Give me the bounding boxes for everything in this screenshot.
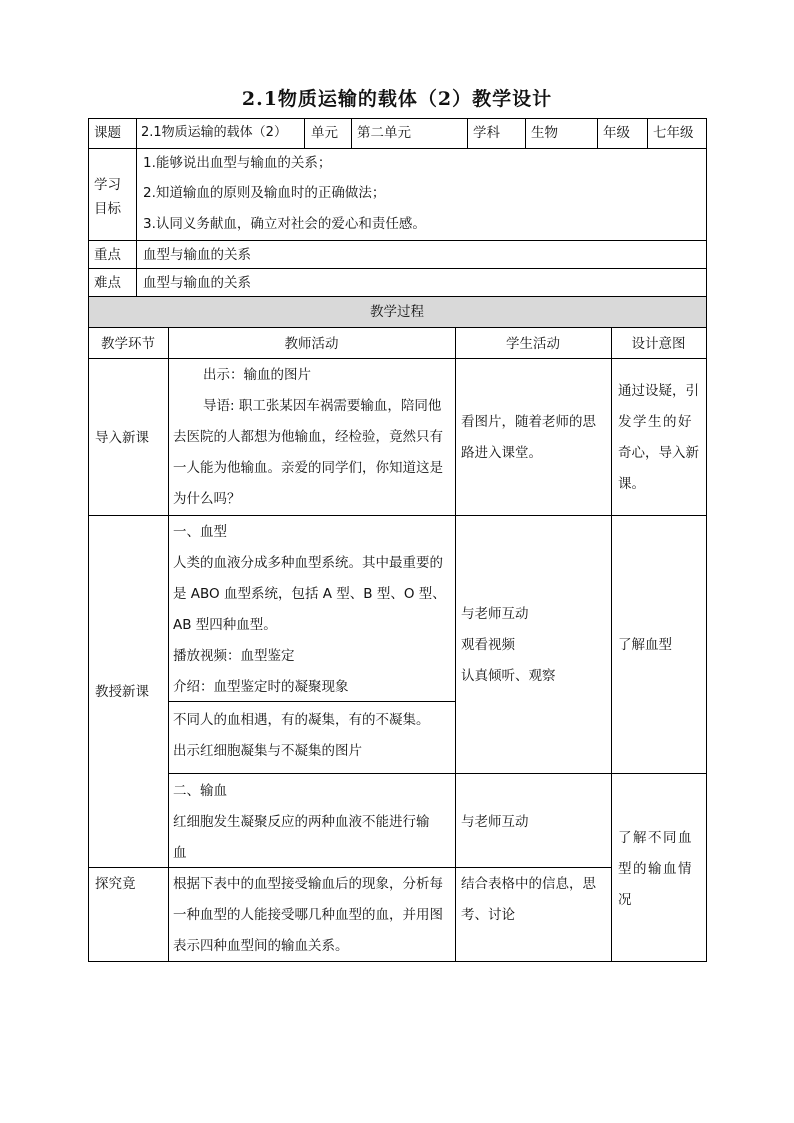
table-border <box>597 118 598 148</box>
goal-item: 2.知道输血的原则及输血时的正确做法； <box>143 185 386 201</box>
table-border <box>88 296 706 297</box>
goal-item: 1.能够说出血型与输血的关系； <box>143 155 332 171</box>
teach-section1-line: 播放视频：血型鉴定 <box>173 648 295 664</box>
teach-section1-line: 介绍：血型鉴定时的凝聚现象 <box>173 679 349 695</box>
table-border <box>455 327 456 962</box>
course-label: 课题 <box>94 125 121 141</box>
subject-value: 生物 <box>531 125 558 141</box>
teach-purpose: 了解血型 <box>618 637 672 653</box>
column-header: 学生活动 <box>506 336 560 352</box>
column-header: 教学环节 <box>101 336 155 352</box>
table-border <box>88 268 706 269</box>
intro-stage: 导入新课 <box>95 430 149 446</box>
table-border <box>304 118 305 148</box>
intro-purpose: 通过设疑，引 <box>618 383 699 399</box>
goals-label-1: 学习 <box>94 177 121 193</box>
teach-stage: 教授新课 <box>95 684 149 700</box>
explore-teacher: 根据下表中的血型接受输血后的现象，分析每 <box>173 876 443 892</box>
unit-value: 第二单元 <box>357 125 411 141</box>
table-border <box>88 118 706 119</box>
explore-student: 结合表格中的信息，思 <box>461 876 596 892</box>
intro-purpose: 发学生的好 <box>618 414 693 430</box>
table-border <box>467 118 468 148</box>
teach-student: 认真倾听、观察 <box>461 668 556 684</box>
teach-section1-line: 是 ABO 血型系统，包括 A 型、B 型、O 型、 <box>173 586 446 602</box>
table-border <box>88 358 706 359</box>
key-point-value: 血型与输血的关系 <box>143 247 251 263</box>
table-border <box>168 327 169 962</box>
explore-stage: 探究竟 <box>95 876 136 892</box>
subject-label: 学科 <box>473 125 500 141</box>
table-border <box>168 701 455 702</box>
table-border <box>706 118 707 962</box>
table-border <box>611 327 612 962</box>
column-header: 教师活动 <box>284 336 339 352</box>
key-point-label: 重点 <box>94 247 121 263</box>
intro-purpose: 课。 <box>618 476 645 492</box>
grade-value: 七年级 <box>653 125 694 141</box>
table-border <box>88 240 706 241</box>
teach-section2-line: 红细胞发生凝聚反应的两种血液不能进行输 <box>173 814 430 830</box>
intro-teacher-show: 出示：输血的图片 <box>203 367 311 383</box>
teach-section2-line: 血 <box>173 845 187 861</box>
table-border <box>88 327 706 328</box>
table-border <box>351 118 352 148</box>
teach-purpose-2: 况 <box>618 892 632 908</box>
intro-student: 路进入课堂。 <box>461 445 542 461</box>
table-border <box>88 515 706 516</box>
table-border <box>647 118 648 148</box>
teach-section1-title: 一、血型 <box>173 524 227 540</box>
table-border <box>88 961 706 962</box>
teach-student: 与老师互动 <box>461 606 529 622</box>
intro-student: 看图片，随着老师的思 <box>461 414 596 430</box>
process-title: 教学过程 <box>370 304 424 320</box>
teach-section1-line: 出示红细胞凝集与不凝集的图片 <box>173 743 362 759</box>
column-header: 设计意图 <box>631 336 686 352</box>
difficulty-label: 难点 <box>94 275 121 291</box>
intro-purpose: 奇心，导入新 <box>618 445 699 461</box>
intro-teacher-guide: 一人能为他输血。亲爱的同学们，你知道这是 <box>173 460 443 476</box>
teach-student: 观看视频 <box>461 637 515 653</box>
course-value: 2.1物质运输的载体（2） <box>141 125 287 140</box>
explore-student: 考、讨论 <box>461 907 515 923</box>
goal-item: 3.认同义务献血，确立对社会的爱心和责任感。 <box>143 216 426 232</box>
goals-label-2: 目标 <box>94 201 121 217</box>
teach-section1-line: AB 型四种血型。 <box>173 617 277 633</box>
teach-student: 与老师互动 <box>461 814 529 830</box>
table-border <box>88 148 706 149</box>
explore-teacher: 一种血型的人能接受哪几种血型的血，并用图 <box>173 907 443 923</box>
intro-teacher-guide: 为什么吗？ <box>173 491 241 507</box>
table-border <box>88 118 89 962</box>
teach-purpose-2: 型的输血情 <box>618 861 693 877</box>
table-border <box>525 118 526 148</box>
intro-teacher-guide: 导语: 职工张某因车祸需要输血，陪同他 <box>203 398 442 414</box>
teach-section2-title: 二、输血 <box>173 783 227 799</box>
grade-label: 年级 <box>603 125 630 141</box>
explore-teacher: 表示四种血型间的输血关系。 <box>173 938 349 954</box>
table-border <box>168 773 706 774</box>
teach-purpose-2: 了解不同血 <box>618 830 693 846</box>
unit-label: 单元 <box>311 125 338 141</box>
intro-teacher-guide: 去医院的人都想为他输血，经检验，竟然只有 <box>173 429 443 445</box>
teach-section1-line: 不同人的血相遇，有的凝集，有的不凝集。 <box>173 712 430 728</box>
teach-section1-line: 人类的血液分成多种血型系统。其中最重要的 <box>173 555 443 571</box>
page-title: 2.1物质运输的载体（2）教学设计 <box>241 88 553 110</box>
table-border <box>88 867 611 868</box>
difficulty-value: 血型与输血的关系 <box>143 275 251 291</box>
table-border <box>136 118 137 296</box>
